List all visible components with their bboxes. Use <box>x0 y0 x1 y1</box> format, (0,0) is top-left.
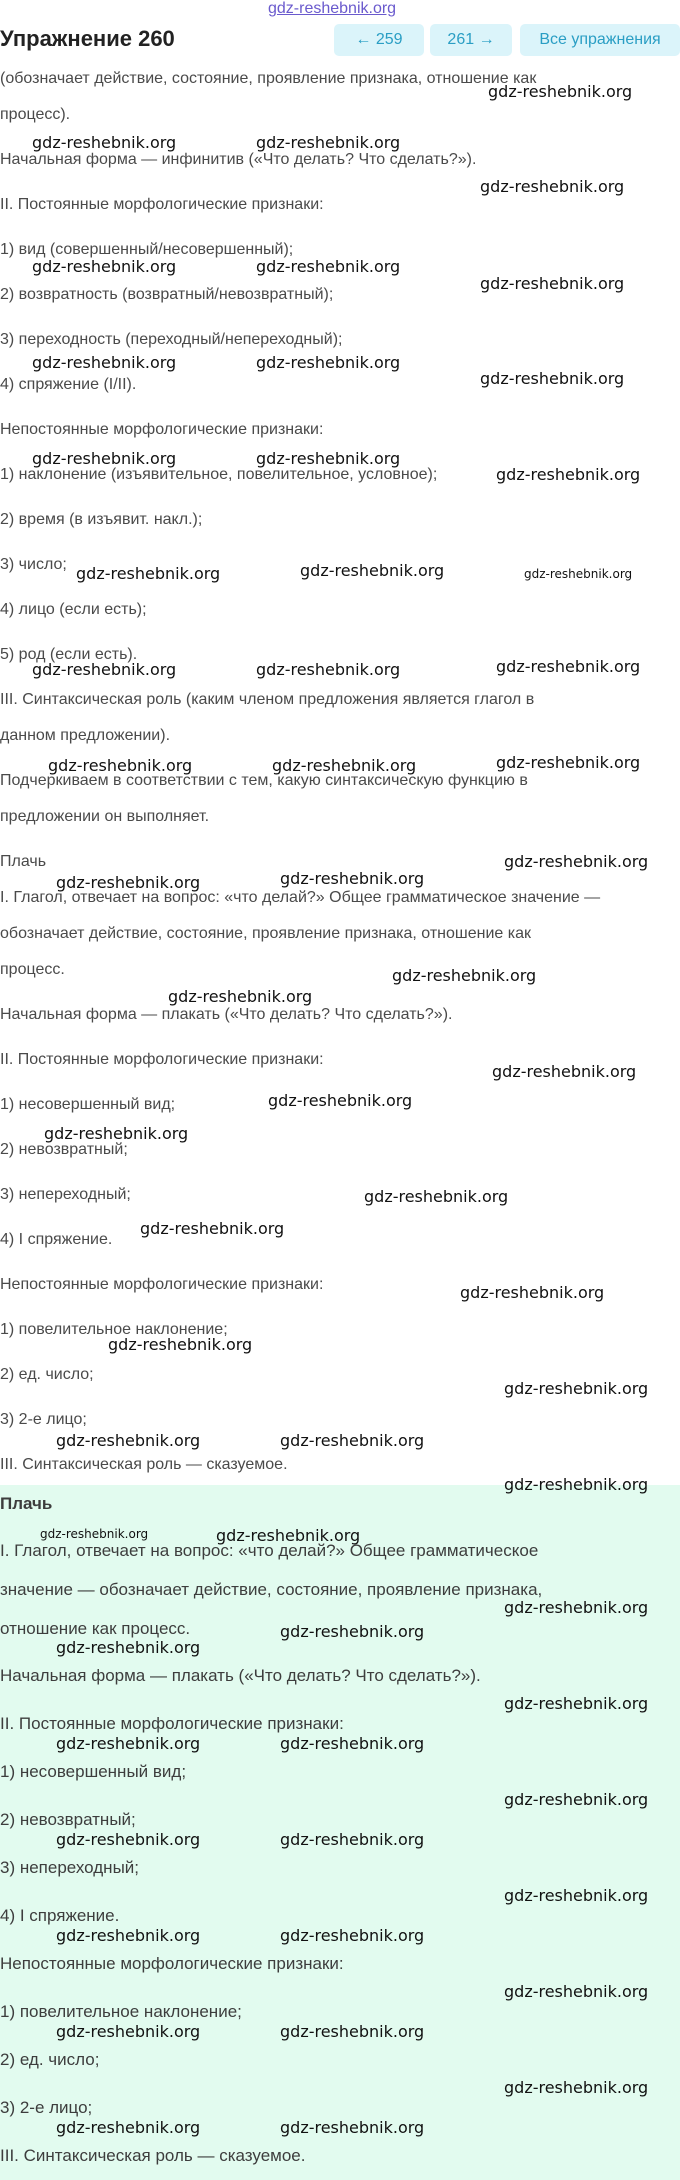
watermark: gdz-reshebnik.org <box>496 465 641 484</box>
watermark: gdz-reshebnik.org <box>524 567 633 581</box>
watermark: gdz-reshebnik.org <box>56 1830 201 1849</box>
watermark: gdz-reshebnik.org <box>32 449 177 468</box>
watermark: gdz-reshebnik.org <box>280 1926 425 1945</box>
watermark: gdz-reshebnik.org <box>504 1886 649 1905</box>
watermark: gdz-reshebnik.org <box>44 1124 189 1143</box>
watermark: gdz-reshebnik.org <box>480 177 625 196</box>
watermark: gdz-reshebnik.org <box>364 1187 509 1206</box>
text-line: 3) число; <box>0 556 67 573</box>
watermark: gdz-reshebnik.org <box>140 1219 285 1238</box>
text-line: 1) повелительное наклонение; <box>0 1321 228 1338</box>
watermark: gdz-reshebnik.org <box>32 660 177 679</box>
watermark: gdz-reshebnik.org <box>280 1734 425 1753</box>
text-line: данном предложении). <box>0 727 171 744</box>
watermark: gdz-reshebnik.org <box>32 353 177 372</box>
watermark: gdz-reshebnik.org <box>256 133 401 152</box>
watermark: gdz-reshebnik.org <box>48 756 193 775</box>
text-line: 3) 2-е лицо; <box>0 1411 87 1428</box>
answer-line: Плачь <box>0 1494 53 1513</box>
watermark: gdz-reshebnik.org <box>392 966 537 985</box>
answer-line: III. Синтаксическая роль — сказуемое. <box>0 2146 306 2165</box>
watermark: gdz-reshebnik.org <box>280 2118 425 2137</box>
answer-line: 2) невозвратный; <box>0 1810 136 1829</box>
text-line: 1) вид (совершенный/несовершенный); <box>0 241 294 258</box>
watermark: gdz-reshebnik.org <box>280 1622 425 1641</box>
answer-line: 3) 2-е лицо; <box>0 2098 93 2117</box>
watermark: gdz-reshebnik.org <box>488 82 633 101</box>
watermark: gdz-reshebnik.org <box>256 449 401 468</box>
watermark: gdz-reshebnik.org <box>268 1091 413 1110</box>
text-line: Непостоянные морфологические признаки: <box>0 421 324 438</box>
text-line: обозначает действие, состояние, проявление признака, отношение как <box>0 925 531 942</box>
text-line: II. Постоянные морфологические признаки: <box>0 196 324 213</box>
watermark: gdz-reshebnik.org <box>504 2078 649 2097</box>
watermark: gdz-reshebnik.org <box>56 1638 201 1657</box>
watermark: gdz-reshebnik.org <box>56 1431 201 1450</box>
answer-line: 1) несовершенный вид; <box>0 1762 187 1781</box>
text-line: 3) непереходный; <box>0 1186 131 1203</box>
site-link[interactable]: gdz-reshebnik.org <box>268 0 397 17</box>
watermark: gdz-reshebnik.org <box>496 657 641 676</box>
watermark: gdz-reshebnik.org <box>280 1830 425 1849</box>
text-line: I. Глагол, отвечает на вопрос: «что делай?» Общее грамматическое значение — <box>0 889 601 906</box>
next-exercise-button[interactable]: 261 → <box>430 24 512 56</box>
text-line: 2) время (в изъявит. накл.); <box>0 511 203 528</box>
text-line: 2) ед. число; <box>0 1366 94 1383</box>
text-line: Плачь <box>0 853 47 870</box>
watermark: gdz-reshebnik.org <box>76 564 221 583</box>
watermark: gdz-reshebnik.org <box>256 660 401 679</box>
text-line: II. Постоянные морфологические признаки: <box>0 1051 324 1068</box>
text-line: (обозначает действие, состояние, проявление признака, отношение как <box>0 70 537 87</box>
watermark: gdz-reshebnik.org <box>460 1283 605 1302</box>
text-line: 2) невозвратный; <box>0 1141 128 1158</box>
text-line: 4) лицо (если есть); <box>0 601 147 618</box>
watermark: gdz-reshebnik.org <box>480 369 625 388</box>
answer-line: 4) I спряжение. <box>0 1906 120 1925</box>
text-line: 4) I спряжение. <box>0 1231 113 1248</box>
watermark: gdz-reshebnik.org <box>504 1982 649 2001</box>
text-line: 2) возвратность (возвратный/невозвратный); <box>0 286 334 303</box>
watermark: gdz-reshebnik.org <box>56 1926 201 1945</box>
watermark: gdz-reshebnik.org <box>56 1734 201 1753</box>
watermark: gdz-reshebnik.org <box>56 873 201 892</box>
watermark: gdz-reshebnik.org <box>504 1598 649 1617</box>
text-line: 4) спряжение (I/II). <box>0 376 137 393</box>
answer-line: II. Постоянные морфологические признаки: <box>0 1714 344 1733</box>
watermark: gdz-reshebnik.org <box>256 257 401 276</box>
watermark: gdz-reshebnik.org <box>168 987 313 1006</box>
text-line: Непостоянные морфологические признаки: <box>0 1276 324 1293</box>
text-line: 3) переходность (переходный/непереходный); <box>0 331 343 348</box>
watermark: gdz-reshebnik.org <box>504 1694 649 1713</box>
page-title: Упражнение 260 <box>0 26 175 51</box>
text-line: предложении он выполняет. <box>0 808 210 825</box>
watermark: gdz-reshebnik.org <box>504 1790 649 1809</box>
answer-line: Начальная форма — плакать («Что делать? Что сделать?»). <box>0 1666 481 1685</box>
text-line: Начальная форма — инфинитив («Что делать? Что сделать?»). <box>0 151 477 168</box>
watermark: gdz-reshebnik.org <box>32 257 177 276</box>
watermark: gdz-reshebnik.org <box>280 1431 425 1450</box>
text-line: III. Синтаксическая роль — сказуемое. <box>0 1456 288 1473</box>
text-line: Начальная форма — плакать («Что делать? Что сделать?»). <box>0 1006 453 1023</box>
answer-line: значение — обозначает действие, состояние, проявление признака, <box>0 1580 543 1599</box>
watermark: gdz-reshebnik.org <box>272 756 417 775</box>
watermark: gdz-reshebnik.org <box>504 852 649 871</box>
text-line: III. Синтаксическая роль (каким членом предложения является глагол в <box>0 691 535 708</box>
watermark: gdz-reshebnik.org <box>280 869 425 888</box>
watermark: gdz-reshebnik.org <box>56 2022 201 2041</box>
watermark: gdz-reshebnik.org <box>108 1335 253 1354</box>
text-line: процесс). <box>0 106 71 123</box>
watermark: gdz-reshebnik.org <box>40 1527 149 1541</box>
text-line: Подчеркиваем в соответствии с тем, какую синтаксическую функцию в <box>0 772 528 789</box>
answer-line: отношение как процесс. <box>0 1619 191 1638</box>
watermark: gdz-reshebnik.org <box>280 2022 425 2041</box>
text-line: процесс. <box>0 961 65 978</box>
watermark: gdz-reshebnik.org <box>504 1379 649 1398</box>
answer-line: Непостоянные морфологические признаки: <box>0 1954 344 1973</box>
prev-exercise-button[interactable]: ← 259 <box>334 24 424 56</box>
answer-line: 2) ед. число; <box>0 2050 100 2069</box>
all-exercises-button[interactable]: Все упражнения <box>520 24 680 56</box>
watermark: gdz-reshebnik.org <box>216 1526 361 1545</box>
watermark: gdz-reshebnik.org <box>504 1475 649 1494</box>
watermark: gdz-reshebnik.org <box>496 753 641 772</box>
watermark: gdz-reshebnik.org <box>492 1062 637 1081</box>
watermark: gdz-reshebnik.org <box>32 133 177 152</box>
watermark: gdz-reshebnik.org <box>256 353 401 372</box>
watermark: gdz-reshebnik.org <box>480 274 625 293</box>
text-line: 1) несовершенный вид; <box>0 1096 176 1113</box>
watermark: gdz-reshebnik.org <box>300 561 445 580</box>
answer-line: 3) непереходный; <box>0 1858 140 1877</box>
watermark: gdz-reshebnik.org <box>56 2118 201 2137</box>
text-line: 5) род (если есть). <box>0 646 138 663</box>
answer-line: 1) повелительное наклонение; <box>0 2002 242 2021</box>
text-line: 1) наклонение (изъявительное, повелительное, условное); <box>0 466 438 483</box>
answer-line: I. Глагол, отвечает на вопрос: «что делай?» Общее грамматическое <box>0 1541 539 1560</box>
